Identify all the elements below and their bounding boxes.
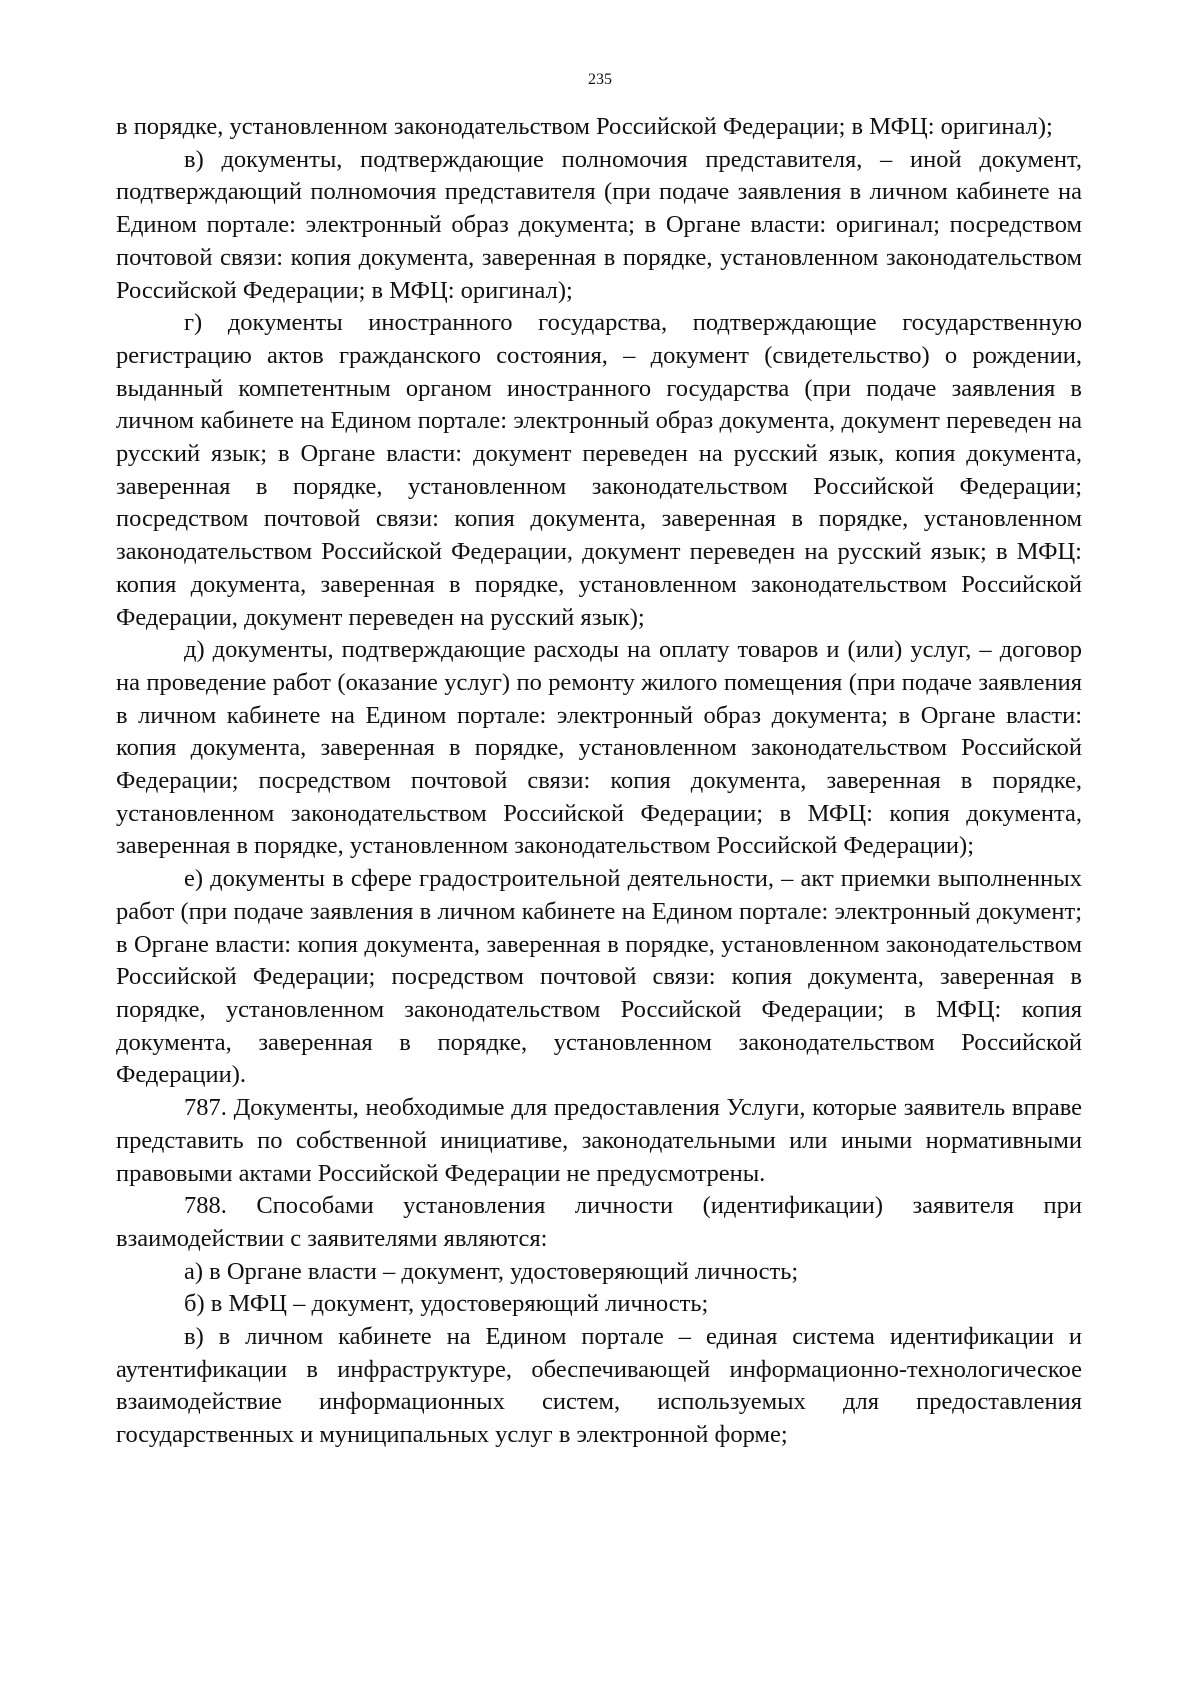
- paragraph-clause-787: 787. Документы, необходимые для предоставления Услуги, которые заявитель вправе представить по собственной инициативе, законодательными или иными нормативными правовыми актами Российской Федерации не предусмотрены.: [116, 1094, 1082, 1187]
- page-number: 235: [588, 71, 612, 88]
- paragraph-item-b: б) в МФЦ – документ, удостоверяющий личность;: [184, 1290, 709, 1318]
- paragraph-item-g: г) документы иностранного государства, подтверждающие государственную регистрацию актов гражданского состояния, – документ (свидетельство) о рождении, выданный компетентным органом иностранного государства (при подаче заявления в личном кабинете на Едином портале: электронный образ документа, документ переведен на русский язык; в Органе власти: документ переведен на русский язык, копия документа, заверенная в порядке, установленном законодательством Российской Федерации; посредством почтовой связи: копия документа, заверенная в порядке, установленном законодательством Российской Федерации, документ переведен на русский язык; в МФЦ: копия документа, заверенная в порядке, установленном законодательством Российской Федерации, документ переведен на русский язык);: [116, 309, 1082, 631]
- paragraph-item-e: е) документы в сфере градостроительной деятельности, – акт приемки выполненных работ (при подаче заявления в личном кабинете на Едином портале: электронный документ; в Органе власти: копия документа, заверенная в порядке, установленном законодательством Российской Федерации; посредством почтовой связи: копия документа, заверенная в порядке, установленном законодательством Российской Федерации; в МФЦ: копия документа, заверенная в порядке, установленном законодательством Российской Федерации).: [116, 865, 1082, 1089]
- document-body: [116, 111, 1082, 1452]
- paragraph-clause-788: 788. Способами установления личности (идентификации) заявителя при взаимодействии с заявителями являются:: [116, 1192, 1082, 1252]
- paragraph-item-d: д) документы, подтверждающие расходы на оплату товаров и (или) услуг, – договор на проведение работ (оказание услуг) по ремонту жилого помещения (при подаче заявления в личном кабинете на Едином портале: электронный образ документа; в Органе власти: копия документа, заверенная в порядке, установленном законодательством Российской Федерации; посредством почтовой связи: копия документа, заверенная в порядке, установленном законодательством Российской Федерации; в МФЦ: копия документа, заверенная в порядке, установленном законодательством Российской Федерации);: [116, 636, 1082, 860]
- paragraph-item-a: а) в Органе власти – документ, удостоверяющий личность;: [184, 1257, 799, 1285]
- paragraph-item-v2: в) в личном кабинете на Едином портале – единая система идентификации и аутентификации в инфраструктуре, обеспечивающей информационно-технологическое взаимодействие информационных систем, используемых для предоставления государственных и муниципальных услуг в электронной форме;: [116, 1323, 1082, 1449]
- paragraph-continuation: в порядке, установленном законодательством Российской Федерации; в МФЦ: оригинал);: [116, 113, 1053, 140]
- paragraph-item-v: в) документы, подтверждающие полномочия представителя, – иной документ, подтверждающий полномочия представителя (при подаче заявления в личном кабинете на Едином портале: электронный образ документа; в Органе власти: оригинал; посредством почтовой связи: копия документа, заверенная в порядке, установленном законодательством Российской Федерации; в МФЦ: оригинал);: [116, 145, 1082, 304]
